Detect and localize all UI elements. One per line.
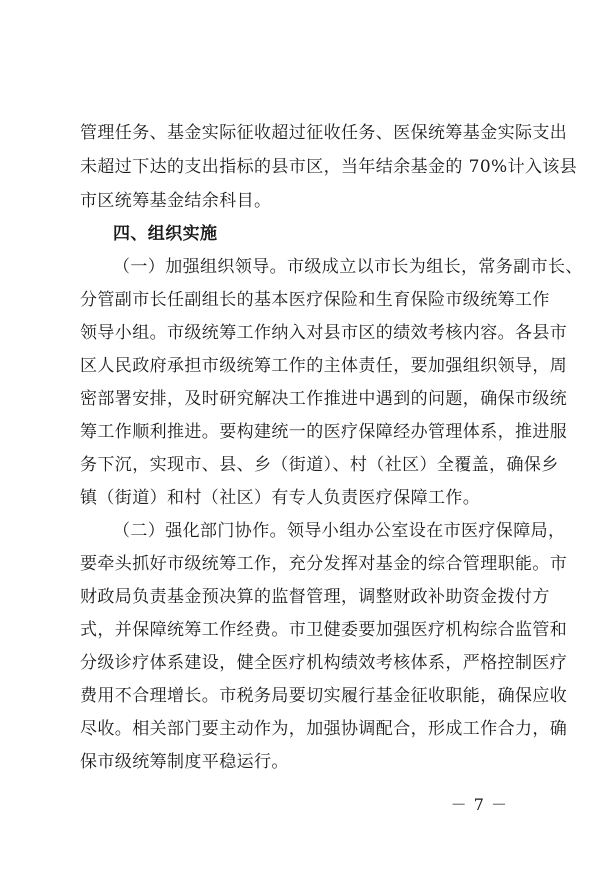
body-text-line: 尽收。相关部门要主动作为，加强协调配合，形成工作合力，确 — [80, 719, 568, 739]
body-text-line: 务下沉，实现市、县、乡（街道）、村（社区）全覆盖，确保乡 — [80, 455, 559, 475]
section-heading: 四、组织实施 — [113, 224, 218, 244]
body-text-line: 领导小组。市级统筹工作纳入对县市区的绩效考核内容。各县市 — [80, 323, 568, 343]
body-text-line: 管理任务、基金实际征收超过征收任务、医保统筹基金实际支出 — [80, 123, 568, 143]
body-text-line: 分管副市长任副组长的基本医疗保险和生育保险市级统筹工作 — [80, 290, 550, 310]
paragraph-1-heading-line: （一）加强组织领导。市级成立以市长为组长，常务副市长、 — [113, 257, 583, 277]
body-text-line: 式，并保障统筹工作经费。市卫健委要加强医疗机构综合监管和 — [80, 620, 568, 640]
paragraph-2-heading-line: （二）强化部门协作。领导小组办公室设在市医疗保障局， — [113, 521, 566, 541]
body-text-line: 分级诊疗体系建设，健全医疗机构绩效考核体系，严格控制医疗 — [80, 653, 568, 673]
body-text-line: 要牵头抓好市级统筹工作，充分发挥对基金的综合管理职能。市 — [80, 554, 568, 574]
body-text-line: 密部署安排，及时研究解决工作推进中遇到的问题，确保市级统 — [80, 389, 568, 409]
body-text-line: 未超过下达的支出指标的县市区，当年结余基金的 70%计入该县 — [80, 157, 578, 177]
body-text-line: 镇（街道）和村（社区）有专人负责医疗保障工作。 — [80, 488, 481, 508]
body-text-line: 筹工作顺利推进。要构建统一的医疗保障经办管理体系，推进服 — [80, 422, 568, 442]
page-number: － 7 － — [450, 795, 508, 814]
body-text-line: 市区统筹基金结余科目。 — [80, 191, 272, 211]
body-text-line: 保市级统筹制度平稳运行。 — [80, 752, 289, 772]
body-text-line: 财政局负责基金预决算的监督管理，调整财政补助资金拨付方 — [80, 587, 550, 607]
body-text-line: 区人民政府承担市级统筹工作的主体责任，要加强组织领导，周 — [80, 356, 568, 376]
body-text-line: 费用不合理增长。市税务局要切实履行基金征收职能，确保应收 — [80, 686, 568, 706]
